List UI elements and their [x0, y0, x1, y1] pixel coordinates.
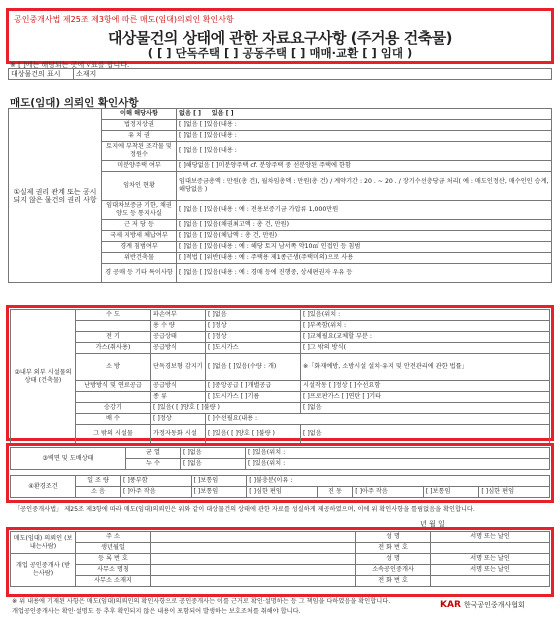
rights-row-value[interactable]: [ ]없음 [ ]있음(체납액 : 총 건, 만원) [177, 231, 552, 242]
object-table [8, 68, 552, 80]
facility-label [76, 392, 151, 403]
facility-label [76, 321, 151, 332]
env-opt[interactable]: [ ]아주 작음 [121, 487, 192, 498]
env-opt[interactable]: [ ]심한 편임 [247, 487, 318, 498]
wall-opt2[interactable]: [ ]있음(위치 : [246, 448, 550, 459]
sign-field-label: 사무소 소재지 [76, 576, 151, 587]
rights-row-label: 근 저 당 등 [102, 220, 177, 231]
sign-field-label: 사무소 명칭 [76, 565, 151, 576]
facility-opt1[interactable]: [ ]중앙공급 [ ]개별공급 [206, 381, 301, 392]
sign-field-label: 전 화 번 호 [356, 543, 431, 554]
declaration-text: 「공인중개사법」 제25조 제3항에 따라 매도(임대)의뢰인은 위와 같이 대상물건의 상태에 관한 자료를 성실하게 제공하였으며, 이에 위 확인사항을 틀림없음을 확인합니다. [14, 506, 475, 513]
facility-opt2[interactable]: [ ]수선필요(내용 : [206, 414, 550, 425]
law-reference: 공인중개사법 제25조 제3항에 따른 매도(임대)의뢰인 확인사항 [14, 15, 234, 24]
object-label: 대상물건의 표시 [9, 69, 74, 80]
facility-opt2[interactable]: [ ]그 밖의 방식( [301, 343, 550, 354]
footer-note-2: 개업공인중개사는 확인·설명도 등 추후 확인되지 않은 내용이 포함되어 발생하는 보호조처를 취해야 합니다. [12, 608, 301, 615]
rights-row-label: 임차인 현황 [102, 172, 177, 201]
rights-row-value[interactable]: [ ]없음 [ ]있음(내용 : [177, 131, 552, 142]
association-logo [440, 600, 525, 610]
object-address-field[interactable]: 소재지 [74, 69, 552, 80]
rights-row-label: 위반건축물 [102, 253, 177, 264]
facility-sub: 용 수 량 [151, 321, 206, 332]
sign-field-label: 성 명 [356, 554, 431, 565]
facility-opt2[interactable]: [ ]교체필요(교체할 부분 : [301, 332, 550, 343]
sign-field-sign[interactable]: 서명 또는 날인 [431, 532, 550, 543]
rights-row-label: 미분양주택 여부 [102, 161, 177, 172]
env-table [10, 475, 550, 498]
sign-field-input[interactable] [151, 576, 356, 587]
facility-sub: 가정자동화 시설 [151, 425, 206, 444]
date-line[interactable]: 년 월 일 [420, 520, 445, 528]
property-type-checkboxes[interactable]: ( [ ] 단독주택 [ ] 공동주택 [ ] 매매·교환 [ ] 임대 ) [147, 46, 413, 60]
rights-row-label: 법정지상권 [102, 120, 177, 131]
wall-side-label: ③벽면 및 도배상태 [11, 448, 126, 470]
sign-field-input[interactable] [431, 576, 550, 587]
facility-opt2[interactable]: 시설작동 [ ]정상 [ ]수선요함 [301, 381, 550, 392]
rights-row-value[interactable]: 임대보증금총액 : 만원(총 건), 월차임총액 : 만원(총 건) / 계약기간 : 20 . ~ 20 . / 장기수선충당금 처리( 예 : 매도인정산, 매수인인 승계, 해당없음 ) [177, 172, 552, 201]
facility-opt1[interactable]: [ ]없음 [ ]있음(수량 : 개) [206, 354, 301, 381]
wall-opt1[interactable]: [ ]없음 [181, 448, 246, 459]
rights-row-value[interactable]: [ ]적법 [ ]위반(내용 : 예 : 주택용 제1종근생(주택미의)으로 사용 [177, 253, 552, 264]
facility-label: 배 수 [76, 414, 151, 425]
facility-opt1[interactable]: [ ]정상 [206, 332, 301, 343]
env-label: 소 음 [76, 487, 121, 498]
sign-field-label: 성 명 [356, 532, 431, 543]
facility-label: 난방방식 및 연료공급 [76, 381, 151, 392]
facility-sub: 단독경보형 감지기 [151, 354, 206, 381]
footer-note: ※ 위 내용에 기재된 사항은 매도(임대)의뢰인의 확인사항으로 공인중개사는 이를 근거로 확인·설명하는 등 그 책임을 다하였음을 확인합니다. [12, 598, 391, 605]
env-opt[interactable]: [ ]아주 작음 [353, 487, 424, 498]
facility-opt1[interactable]: [ ]없음 [206, 310, 301, 321]
rights-row-value[interactable]: [ ]해당없음 [ ]미분양주택 cf. 분양주택 중 선분양된 주택에 한함 [177, 161, 552, 172]
kar-logo-icon: KAR [440, 600, 461, 610]
facility-sub: 공급상태 [151, 332, 206, 343]
header-highlight-box [6, 8, 554, 64]
facility-side-label: ②내부 외부 시설물의 상태 (건축물) [11, 310, 76, 444]
rights-row-label: 경 공매 등 기타 특이사항 [102, 264, 177, 283]
facility-label: 그 밖의 시설물 [76, 425, 151, 444]
rights-row-label: 경계 침범여부 [102, 242, 177, 253]
facility-opt2[interactable]: [ ]부족함(위치 : [301, 321, 550, 332]
rights-row-value[interactable]: [ ]없음 [ ]있음(내용 : 예 : 경매 등에 진행중, 상세편권자 우유 등 [177, 264, 552, 283]
facility-opt1[interactable]: [ ]정상 [151, 414, 206, 425]
sign-field-sign[interactable]: 서명 또는 날인 [431, 565, 550, 576]
facility-sub: 파손여부 [151, 310, 206, 321]
facility-opt2[interactable]: [ ]없음 [301, 425, 550, 444]
rights-head-none: 없음 [ ] [179, 110, 201, 117]
facility-table [10, 309, 550, 444]
sign-field-label: 등 록 번 호 [76, 554, 151, 565]
sign-field-input[interactable] [431, 543, 550, 554]
rights-row-label: 토지에 부착된 조각물 및 정원수 [102, 142, 177, 161]
facility-label: 수 도 [76, 310, 151, 321]
rights-head-exist: 있음 [ ] [211, 110, 234, 117]
env-opt[interactable]: [ ]보통임 [191, 476, 247, 487]
facility-opt1[interactable]: [ ]정상 [206, 321, 301, 332]
env-side-label: ④환경조건 [11, 476, 76, 498]
association-name: 한국공인중개사협회 [463, 601, 525, 609]
rights-row-value[interactable]: [ ]없음 [ ]있음(내용 : [177, 120, 552, 131]
sign-field-input[interactable] [151, 543, 356, 554]
rights-row-value[interactable]: [ ]없음 [ ]있음(내용 : [177, 142, 552, 161]
env-opt[interactable]: [ ]보통임 [191, 487, 247, 498]
agent-label: 개업 공인중개사 (받는사람) [11, 554, 76, 587]
env-opt[interactable]: [ ]풍부함 [121, 476, 192, 487]
env-opt[interactable]: [ ]보통임 [423, 487, 479, 498]
facility-label: 승강기 [76, 403, 151, 414]
document-title: 대상물건의 상태에 관한 자료요구사항 (주거용 건축물) [107, 29, 453, 47]
sign-field-label: 주 소 [76, 532, 151, 543]
sign-field-input[interactable] [151, 565, 356, 576]
env-label: 진 동 [317, 487, 352, 498]
facility-opt1[interactable]: [ ]있음( [ ]양호 [ ]불량 ) [151, 403, 301, 414]
section-title: 매도(임대) 의뢰인 확인사항 [10, 97, 139, 109]
rights-row-label: 국세 지방세 체납여부 [102, 231, 177, 242]
facility-label: 가스(취사용) [76, 343, 151, 354]
facility-opt2[interactable]: [ ]없음 [301, 403, 550, 414]
rights-row-value[interactable]: [ ]없음 [ ]있음(채권최고액 : 총 건, 만원) [177, 220, 552, 231]
wall-label: 누 수 [126, 459, 181, 470]
facility-opt2[interactable]: [ ]프로판가스 [ ]연탄 [ ]기타 [301, 392, 550, 403]
sign-field-label: 소속공인중개사 [356, 565, 431, 576]
wall-table [10, 447, 550, 470]
env-opt[interactable]: [ ]심한 편임 [479, 487, 550, 498]
rights-row-value[interactable]: [ ]없음 [ ]있음(내용 : 예 : 해당 토지 남서쪽 약10㎡ 인접인 등 침범 [177, 242, 552, 253]
facility-opt1[interactable]: [ ]도시가스 [206, 343, 301, 354]
env-opt[interactable]: [ ]불충분(이유 : [247, 476, 550, 487]
wall-label: 균 열 [126, 448, 181, 459]
facility-opt2: ※「화재예방, 소방시설 설치·유지 및 안전관리에 관한 법률」 [301, 354, 550, 381]
wall-opt1[interactable]: [ ]없음 [181, 459, 246, 470]
rights-side-label: ①실제 권리 관계 또는 공시되지 않은 물건의 권리 사항 [9, 109, 102, 283]
sign-field-label: 전 화 번 호 [356, 576, 431, 587]
rights-row-value[interactable]: [ ]없음 [ ]있음(내용 : 예 : 전용보증기금 가압류 1,000만원 [177, 201, 552, 220]
seller-label: 매도(임대) 의뢰인 (보내는사람) [11, 532, 76, 554]
rights-head-item: 이해 해당사항 [102, 109, 177, 120]
wall-opt2[interactable]: [ ]있음(위치 : [246, 459, 550, 470]
sign-field-sign[interactable]: 서명 또는 날인 [431, 554, 550, 565]
env-label: 일 조 량 [76, 476, 121, 487]
facility-label: 전 기 [76, 332, 151, 343]
signature-table [10, 531, 550, 587]
facility-sub: 종 류 [151, 392, 206, 403]
facility-sub: 공급방식 [151, 343, 206, 354]
checkbox-note: ※ [ ]에는 해당되는 곳에 √표를 합니다. [10, 61, 130, 69]
rights-row-label: 유 치 권 [102, 131, 177, 142]
facility-opt2[interactable]: [ ]있음(위치 : [301, 310, 550, 321]
sign-field-input[interactable] [151, 532, 356, 543]
sign-field-input[interactable] [151, 554, 356, 565]
rights-row-label: 임대차보증금 기한, 채권양도 등 통지사실 [102, 201, 177, 220]
facility-label: 소 방 [76, 354, 151, 381]
facility-opt1[interactable]: [ ]도시가스 [ ]기름 [206, 392, 301, 403]
rights-table [8, 108, 552, 283]
facility-opt1[interactable]: [ ]있음( [ ]양호 [ ]불량 ) [206, 425, 301, 444]
sign-field-label: 생년월일 [76, 543, 151, 554]
facility-sub: 공급방식 [151, 381, 206, 392]
